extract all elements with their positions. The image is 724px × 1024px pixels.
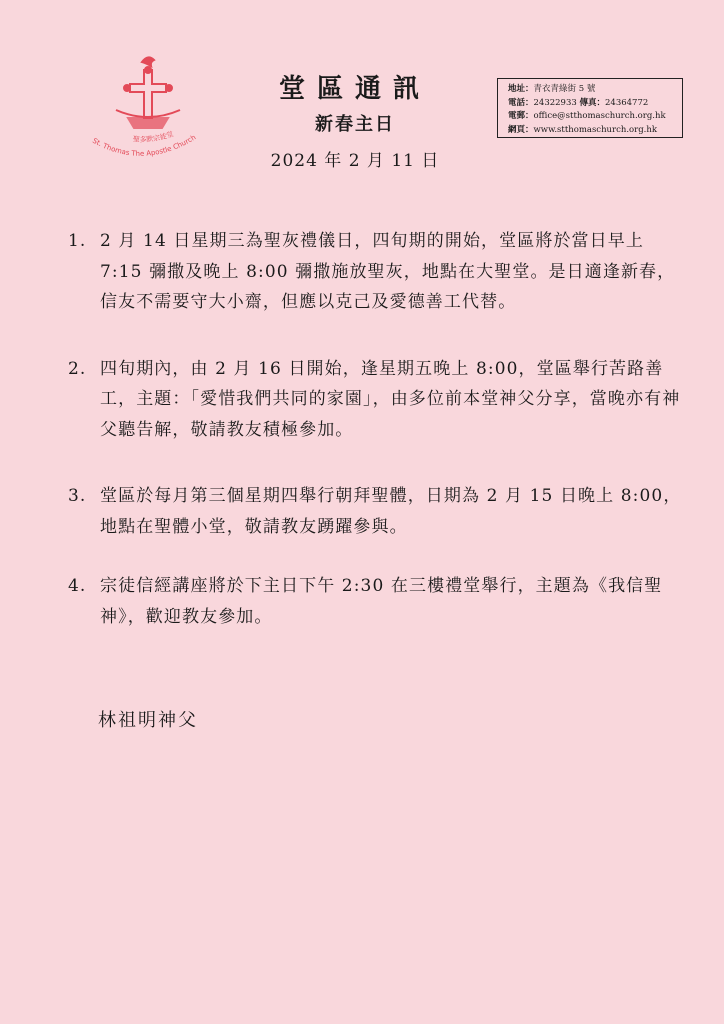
contact-website: 網頁：www.stthomaschurch.org.hk [508, 124, 657, 135]
notice-text: 2 月 14 日星期三為聖灰禮儀日，四旬期的開始，堂區將於當日早上 7:15 彌撒及晚上 8:00 彌撒施放聖灰，地點在大聖堂。是日適逢新春，信友不需要守大小齋，但應以克己及愛德善工代替。 [100, 231, 676, 312]
signature: 林祖明神父 [98, 710, 198, 731]
logo-caption-zh: 聖多默宗徒堂 [132, 130, 175, 144]
page-title: 堂區通訊 [278, 74, 431, 104]
notice-text: 四旬期內，由 2 月 16 日開始，逢星期五晚上 8:00，堂區舉行苦路善工，主題：「愛惜我們共同的家園」，由多位前本堂神父分享，當晚亦有神父聽告解，敬請教友積極參加。 [100, 358, 681, 440]
contact-address: 地址：青衣青綠街 5 號 [508, 84, 596, 94]
cross-emblem-icon [78, 48, 218, 166]
notice-item [68, 226, 688, 318]
notice-number: 1. [68, 231, 87, 251]
logo-caption-en: St. Thomas The Apostle Church [91, 133, 198, 158]
contact-phone: 電話：24322933 傳真：24364772 [508, 97, 649, 108]
contact-box [497, 78, 683, 138]
notice-list [68, 226, 688, 632]
notice-item [68, 571, 688, 632]
notice-item [68, 481, 688, 542]
bulletin-date: 2024 年 2 月 11 日 [270, 151, 440, 171]
notice-number: 3. [68, 486, 87, 506]
notice-text: 堂區於每月第三個星期四舉行朝拜聖體，日期為 2 月 15 日晚上 8:00，地點在聖體小堂，敬請教友踴躍參與。 [100, 486, 682, 537]
notice-text: 宗徒信經講座將於下主日下午 2:30 在三樓禮堂舉行，主題為《我信聖神》，歡迎教友參加。 [100, 576, 663, 627]
contact-email: 電郵：office@stthomaschurch.org.hk [508, 111, 666, 121]
notice-number: 2. [68, 358, 87, 379]
notice-item [68, 354, 688, 446]
church-logo [78, 48, 218, 166]
page-subtitle: 新春主日 [315, 114, 395, 135]
notice-number: 4. [68, 576, 87, 596]
